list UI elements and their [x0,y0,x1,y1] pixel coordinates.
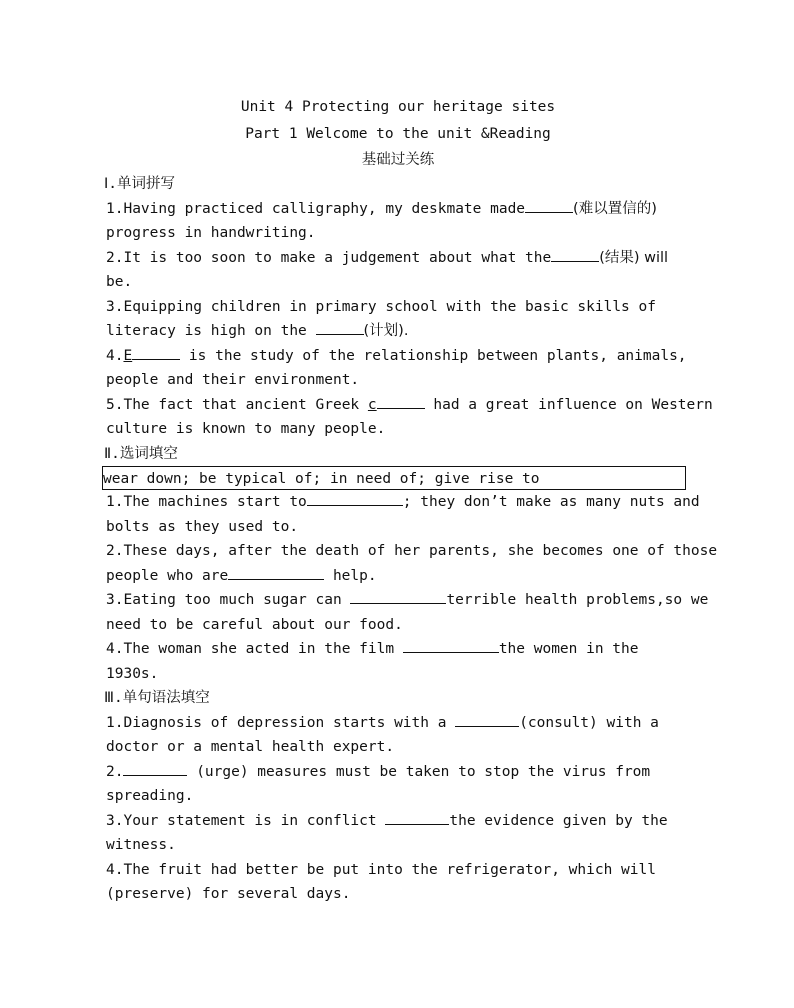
s3-q1-line1 [106,711,690,736]
s1-q5-line1 [106,393,713,418]
answer-blank[interactable] [551,247,599,262]
s3-q3-line1 [106,809,690,834]
answer-blank[interactable] [403,638,499,653]
practice-title: 基础过关练 [361,152,435,168]
s1-q1-hint: (难以置信的) [573,200,657,217]
s2-q4-line1 [106,637,690,662]
s1-q2-text: 2.It is too soon to make a judgement about what the [106,249,552,266]
s3-q2-line2: spreading. [106,788,194,804]
s1-q3-hint: (计划). [363,323,409,339]
s2-q1-text-end: ; they don’t make as many nuts and [402,494,700,510]
s3-q2-line1 [106,760,690,785]
s3-q1-text-end: (consult) with a [519,714,659,731]
s3-q2-text: (urge) measures must be taken to stop the virus from [187,763,651,780]
worksheet-page [103,94,718,907]
answer-blank[interactable] [525,198,573,213]
s2-q2-line1: 2.These days, after the death of her parents, she becomes one of those [106,543,718,559]
s1-q4-number: 4. [106,347,124,364]
s1-q4-line2: people and their environment. [106,372,360,388]
s1-q3-line2 [106,319,690,344]
s1-q1-text: 1.Having practiced calligraphy, my deskmate made [106,200,526,217]
s2-q1-line1 [106,490,700,515]
section3-heading: Ⅲ.单句语法填空 [104,690,210,706]
part-title: Part 1 Welcome to the unit &Reading [245,126,551,142]
letter-prefix: E [123,347,133,364]
s2-q3-text: 3.Eating too much sugar can [106,592,351,608]
s1-q4-text: is the study of the relationship between plants, animals, [180,347,687,364]
s3-q2-number: 2. [106,763,124,780]
answer-blank[interactable] [132,345,180,360]
s1-q4-line1 [106,344,690,369]
answer-blank[interactable] [385,810,449,825]
unit-title: Unit 4 Protecting our heritage sites [240,99,556,115]
s3-q4-line2: (preserve) for several days. [106,886,351,902]
s1-q5-line2: culture is known to many people. [106,421,386,437]
s2-q1-line2: bolts as they used to. [106,518,299,535]
s3-q3-text-end: the evidence given by the [449,812,668,829]
s2-q2-text-end: help. [324,567,377,584]
s2-q4-text: 4.The woman she acted in the film [106,641,403,657]
s2-q3-line1 [106,588,709,613]
s2-q4-text-end: the women in the [498,641,639,657]
s1-q2-line2: be. [106,274,133,290]
s3-q3-text: 3.Your statement is in conflict [106,812,386,829]
section1-heading: Ⅰ.单词拼写 [104,176,176,192]
section2-heading: Ⅱ.选词填空 [104,445,178,462]
s1-q5-text-end: had a great influence on Western [424,396,713,413]
answer-blank[interactable] [455,712,519,727]
s2-q2-line2 [106,564,690,589]
s2-q4-line2: 1930s. [106,665,159,682]
s3-q1-line2: doctor or a mental health expert. [106,739,395,755]
s1-q2-hint: (结果) will [599,249,669,266]
answer-blank[interactable] [377,394,425,409]
answer-blank[interactable] [123,761,187,776]
s1-q3-text: literacy is high on the [106,323,316,339]
s1-q2-line1 [106,246,690,271]
s1-q5-text: 5.The fact that ancient Greek [106,396,368,413]
word-bank-text: wear down; be typical of; in need of; give rise to [103,471,540,487]
s3-q4-line1: 4.The fruit had better be put into the refrigerator, which will [106,861,656,878]
s2-q1-text: 1.The machines start to [106,494,307,510]
s3-q3-line2: witness. [106,837,176,853]
s1-q1-line1 [106,197,690,222]
letter-prefix: c [367,396,377,413]
s3-q1-text: 1.Diagnosis of depression starts with a [106,714,456,731]
s1-q3-line1: 3.Equipping children in primary school with the basic skills of [106,298,656,315]
word-bank-box [102,466,686,490]
s2-q3-line2: need to be careful about our food. [106,616,403,633]
answer-blank[interactable] [228,565,324,580]
answer-blank[interactable] [307,491,403,506]
s1-q1-line2: progress in handwriting. [106,225,316,241]
answer-blank[interactable] [350,589,446,604]
answer-blank[interactable] [316,320,364,335]
s2-q2-text: people who are [106,567,229,584]
s2-q3-text-end: terrible health problems,so we [446,592,709,608]
